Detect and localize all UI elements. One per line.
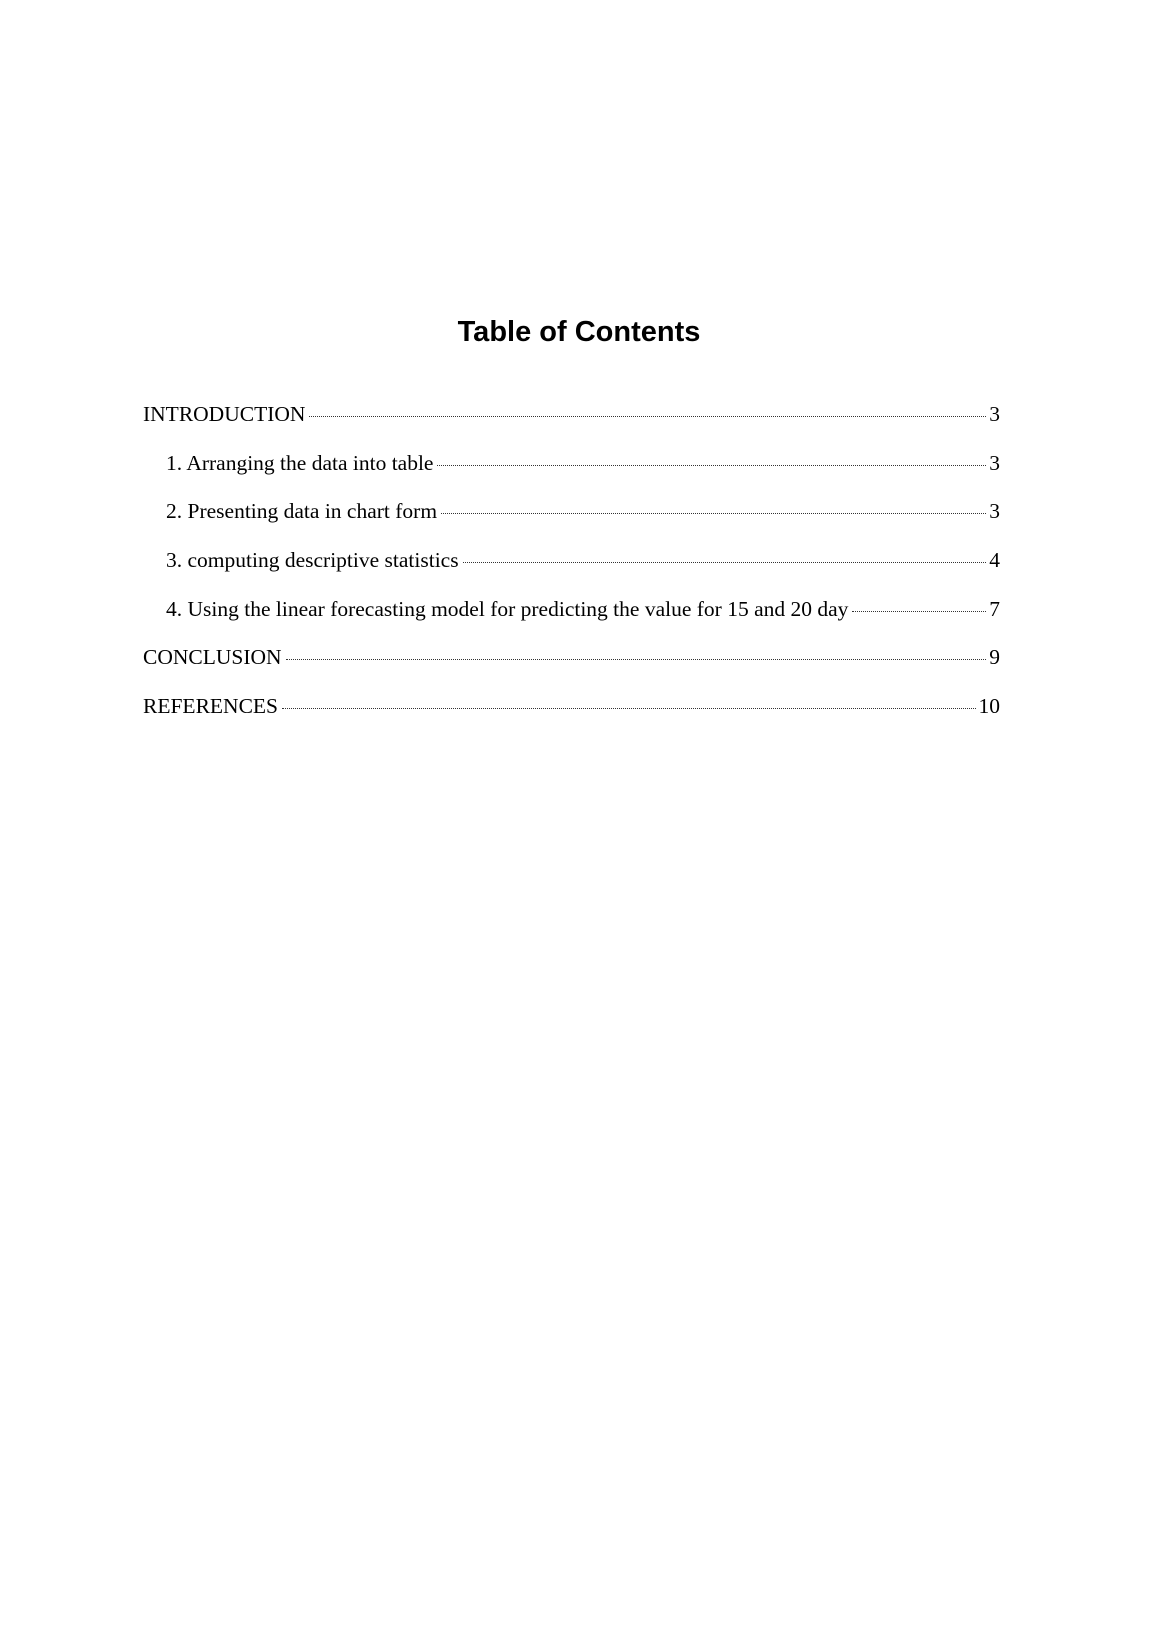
toc-entry-introduction[interactable] bbox=[143, 402, 1000, 451]
toc-page-number: 10 bbox=[978, 694, 1000, 719]
dot-leader bbox=[309, 416, 986, 417]
toc-entry-descriptive-statistics[interactable] bbox=[143, 548, 1000, 597]
toc-page-number: 3 bbox=[989, 402, 1000, 426]
toc-entry-label: REFERENCES bbox=[143, 694, 278, 719]
toc-list bbox=[143, 402, 1000, 743]
dot-leader bbox=[286, 659, 987, 660]
dot-leader bbox=[463, 562, 987, 563]
dot-leader bbox=[441, 513, 986, 514]
toc-page-number: 4 bbox=[989, 548, 1000, 573]
toc-page-number: 9 bbox=[989, 645, 1000, 670]
toc-entry-presenting-data[interactable] bbox=[143, 499, 1000, 548]
toc-page-number: 3 bbox=[989, 450, 1000, 475]
dot-leader bbox=[852, 611, 986, 612]
dot-leader bbox=[282, 708, 976, 709]
toc-entry-label: INTRODUCTION bbox=[143, 402, 306, 426]
toc-page-number: 7 bbox=[989, 596, 1000, 621]
dot-leader bbox=[437, 465, 986, 466]
toc-entry-label: CONCLUSION bbox=[143, 645, 282, 670]
toc-title: Table of Contents bbox=[457, 316, 701, 348]
toc-entry-label: 3. computing descriptive statistics bbox=[166, 548, 459, 573]
toc-entry-label: 1. Arranging the data into table bbox=[166, 450, 434, 475]
toc-page-number: 3 bbox=[989, 499, 1000, 524]
toc-entry-references[interactable] bbox=[143, 694, 1000, 743]
toc-entry-arranging-data[interactable] bbox=[143, 451, 1000, 500]
toc-entry-label: 2. Presenting data in chart form bbox=[166, 499, 438, 524]
toc-entry-conclusion[interactable] bbox=[143, 645, 1000, 694]
toc-entry-linear-forecasting[interactable] bbox=[143, 597, 1000, 646]
toc-entry-label: 4. Using the linear forecasting model for predicting the value for 15 and 20 day bbox=[166, 596, 849, 621]
